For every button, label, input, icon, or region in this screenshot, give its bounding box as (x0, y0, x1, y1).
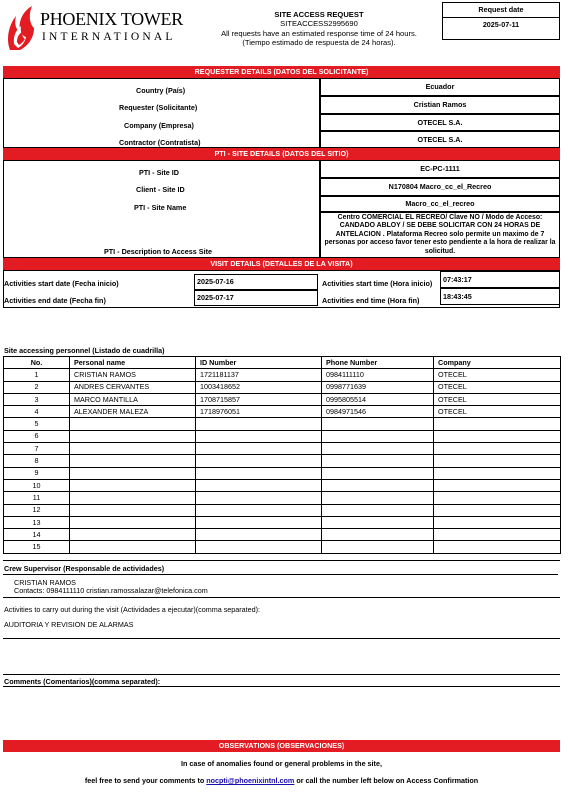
start-time-label: Activities start time (Hora inicio) (322, 279, 433, 288)
table-row (4, 516, 561, 528)
col-no-cell: 1 (4, 369, 70, 381)
requester-label: Requester (Solicitante) (119, 103, 198, 112)
col-personal-name-cell: ALEXANDER MALEZA (70, 406, 196, 418)
col-company-cell: OTECEL (434, 406, 561, 418)
response-note: All requests have an estimated response time of 24 hours. (221, 28, 417, 38)
start-time-value: 07:43:17 (440, 271, 560, 288)
col-company-cell (434, 529, 561, 541)
col-company-cell (434, 443, 561, 455)
document-title: SITE ACCESS REQUEST (274, 10, 364, 19)
client-site-label: Client - Site ID (136, 185, 185, 194)
response-note-es: (Tiempo estimado de respuesta de 24 horas). (242, 38, 396, 48)
col-no-cell: 6 (4, 430, 70, 442)
table-row (4, 443, 561, 455)
description-label: PTI - Description to Access Site (104, 247, 212, 256)
col-phone-number-cell (322, 492, 434, 504)
col-no-header: No. (4, 357, 70, 369)
site-id-label: PTI - Site ID (139, 168, 179, 177)
col-phone-number-cell: 0984971546 (322, 406, 434, 418)
personnel-table (3, 356, 561, 554)
col-id-number-cell (196, 541, 322, 553)
col-phone-number-cell (322, 516, 434, 528)
col-no-cell: 5 (4, 418, 70, 430)
col-id-number-cell: 1718976051 (196, 406, 322, 418)
requester-value: Cristian Ramos (320, 96, 560, 114)
col-id-number-cell (196, 504, 322, 516)
site-id-value: EC-PC-1111 (320, 160, 560, 178)
site-name-value: Macro_cc_el_recreo (320, 196, 560, 212)
col-company-cell (434, 418, 561, 430)
request-date-value: 2025-07-11 (482, 20, 520, 29)
table-row (4, 529, 561, 541)
personnel-title: Site accessing personnel (Listado de cuadrilla) (4, 346, 165, 355)
col-id-number-cell (196, 418, 322, 430)
country-label: Country (País) (136, 86, 186, 95)
activities-divider (3, 638, 560, 639)
supervisor-contact-box (3, 574, 558, 597)
supervisor-label: Crew Supervisor (Responsable de actividades) (4, 564, 165, 573)
requester-section-title: REQUESTER DETAILS (DATOS DEL SOLICITANTE) (3, 66, 560, 78)
col-phone-number-cell: 0984111110 (322, 369, 434, 381)
end-time-label: Activities end time (Hora fin) (322, 296, 420, 305)
table-row (4, 369, 561, 381)
company-label: Company (Empresa) (124, 121, 194, 130)
col-no-cell: 14 (4, 529, 70, 541)
col-id-number-cell (196, 455, 322, 467)
personnel-header-row (4, 357, 561, 369)
col-personal-name-cell (70, 529, 196, 541)
col-id-number-cell (196, 467, 322, 479)
col-no-cell: 11 (4, 492, 70, 504)
col-company-cell: OTECEL (434, 381, 561, 393)
description-value: Centro COMERCIAL EL RECREO/ Clave NO / Modo de Acceso: CANDADO ABLOY / SE DEBE SOLICITAR CON 24 HORAS DE ANTELACION . Plataforma Recreo solo permite un maximo de 7 personas por acceso favor tener esto pendiente a la hora de realizar la solicitud. (320, 212, 560, 258)
site-section-title: PTI - SITE DETAILS (DATOS DEL SITIO) (3, 148, 560, 160)
col-id-number-cell (196, 479, 322, 491)
logo-main-text: PHOENIX TOWER (40, 9, 183, 29)
col-company-cell (434, 479, 561, 491)
col-company-cell (434, 455, 561, 467)
col-no-cell: 8 (4, 455, 70, 467)
activities-label: Activities to carry out during the visit (Actividades a ejecutar)(comma separated): (4, 605, 261, 614)
table-row (4, 479, 561, 491)
client-site-value: N170804 Macro_cc_el_Recreo (320, 178, 560, 196)
col-no-cell: 3 (4, 393, 70, 405)
document-header (196, 10, 442, 48)
col-id-number-cell: 1003418652 (196, 381, 322, 393)
supervisor-block (3, 560, 560, 598)
table-row (4, 492, 561, 504)
activities-divider-2 (3, 674, 560, 675)
table-row (4, 393, 561, 405)
table-row (4, 381, 561, 393)
visit-section-title: VISIT DETAILS (DETALLES DE LA VISITA) (3, 258, 560, 270)
col-company-cell (434, 492, 561, 504)
observations-section-title: OBSERVATIONS (OBSERVACIONES) (3, 740, 560, 752)
col-company-cell (434, 516, 561, 528)
col-personal-name-cell (70, 418, 196, 430)
table-row (4, 418, 561, 430)
start-date-value: 2025-07-16 (194, 274, 318, 290)
start-date-label: Activities start date (Fecha inicio) (4, 279, 119, 288)
end-date-label: Activities end date (Fecha fin) (4, 296, 106, 305)
col-id-number-cell: 1721181137 (196, 369, 322, 381)
col-personal-name-cell (70, 455, 196, 467)
company-value: OTECEL S.A. (320, 114, 560, 131)
col-no-cell: 4 (4, 406, 70, 418)
col-no-cell: 15 (4, 541, 70, 553)
table-row (4, 504, 561, 516)
col-id-number-header: ID Number (196, 357, 322, 369)
activities-value: AUDITORIA Y REVISION DE ALARMAS (4, 620, 134, 629)
request-date-box (442, 2, 560, 40)
col-id-number-cell: 1708715857 (196, 393, 322, 405)
logo-sub-text: INTERNATIONAL (42, 31, 176, 43)
supervisor-name: CRISTIAN RAMOS (14, 578, 76, 587)
col-personal-name-header: Personal name (70, 357, 196, 369)
request-id: SITEACCESS2995690 (280, 19, 358, 29)
col-phone-number-cell (322, 418, 434, 430)
col-personal-name-cell: ANDRES CERVANTES (70, 381, 196, 393)
col-personal-name-cell: MARCO MANTILLA (70, 393, 196, 405)
col-phone-number-cell (322, 541, 434, 553)
table-row (4, 467, 561, 479)
col-phone-number-cell: 0998771639 (322, 381, 434, 393)
observations-line2-post: or call the number left below on Access Confirmation (294, 776, 479, 785)
table-row (4, 541, 561, 553)
end-time-value: 18:43:45 (440, 288, 560, 305)
col-company-cell (434, 504, 561, 516)
col-personal-name-cell (70, 541, 196, 553)
contractor-label: Contractor (Contratista) (119, 138, 201, 147)
observations-line2-pre: feel free to send your comments to (84, 776, 207, 785)
col-no-cell: 2 (4, 381, 70, 393)
country-value: Ecuador (320, 78, 560, 96)
col-company-cell: OTECEL (434, 369, 561, 381)
col-phone-number-cell (322, 467, 434, 479)
col-no-cell: 13 (4, 516, 70, 528)
col-id-number-cell (196, 430, 322, 442)
col-personal-name-cell (70, 443, 196, 455)
site-name-label: PTI - Site Name (134, 203, 187, 212)
col-personal-name-cell (70, 504, 196, 516)
col-phone-number-cell (322, 504, 434, 516)
col-no-cell: 12 (4, 504, 70, 516)
col-no-cell: 7 (4, 443, 70, 455)
col-personal-name-cell (70, 492, 196, 504)
col-phone-number-cell (322, 455, 434, 467)
col-personal-name-cell: CRISTIAN RAMOS (70, 369, 196, 381)
contractor-value: OTECEL S.A. (320, 131, 560, 148)
table-row (4, 430, 561, 442)
col-company-cell (434, 430, 561, 442)
col-phone-number-cell (322, 529, 434, 541)
company-logo (4, 3, 183, 53)
col-personal-name-cell (70, 430, 196, 442)
table-row (4, 406, 561, 418)
col-personal-name-cell (70, 516, 196, 528)
comments-label: Comments (Comentarios)(comma separated): (4, 677, 161, 686)
noc-email-link[interactable]: nocpti@phoenixintnl.com (206, 776, 295, 785)
col-personal-name-cell (70, 479, 196, 491)
col-id-number-cell (196, 443, 322, 455)
col-company-header: Company (434, 357, 561, 369)
col-id-number-cell (196, 516, 322, 528)
col-phone-number-cell (322, 479, 434, 491)
col-company-cell (434, 467, 561, 479)
comments-box (3, 686, 560, 738)
col-id-number-cell (196, 529, 322, 541)
observations-line1: In case of anomalies found or general problems in the site, (181, 759, 382, 768)
col-phone-number-cell (322, 443, 434, 455)
end-date-value: 2025-07-17 (194, 290, 318, 306)
supervisor-contacts: Contacts: 0984111110 cristian.ramossalazar@telefonica.com (14, 586, 208, 595)
col-phone-number-header: Phone Number (322, 357, 434, 369)
col-no-cell: 10 (4, 479, 70, 491)
request-date-label: Request date (443, 5, 559, 18)
col-personal-name-cell (70, 467, 196, 479)
col-phone-number-cell (322, 430, 434, 442)
phoenix-logo-icon (4, 4, 38, 52)
col-company-cell: OTECEL (434, 393, 561, 405)
observations-line2 (3, 776, 560, 785)
col-company-cell (434, 541, 561, 553)
table-row (4, 455, 561, 467)
activities-block (3, 598, 560, 638)
col-no-cell: 9 (4, 467, 70, 479)
col-phone-number-cell: 0995805514 (322, 393, 434, 405)
col-id-number-cell (196, 492, 322, 504)
personnel-table-body (4, 357, 561, 554)
